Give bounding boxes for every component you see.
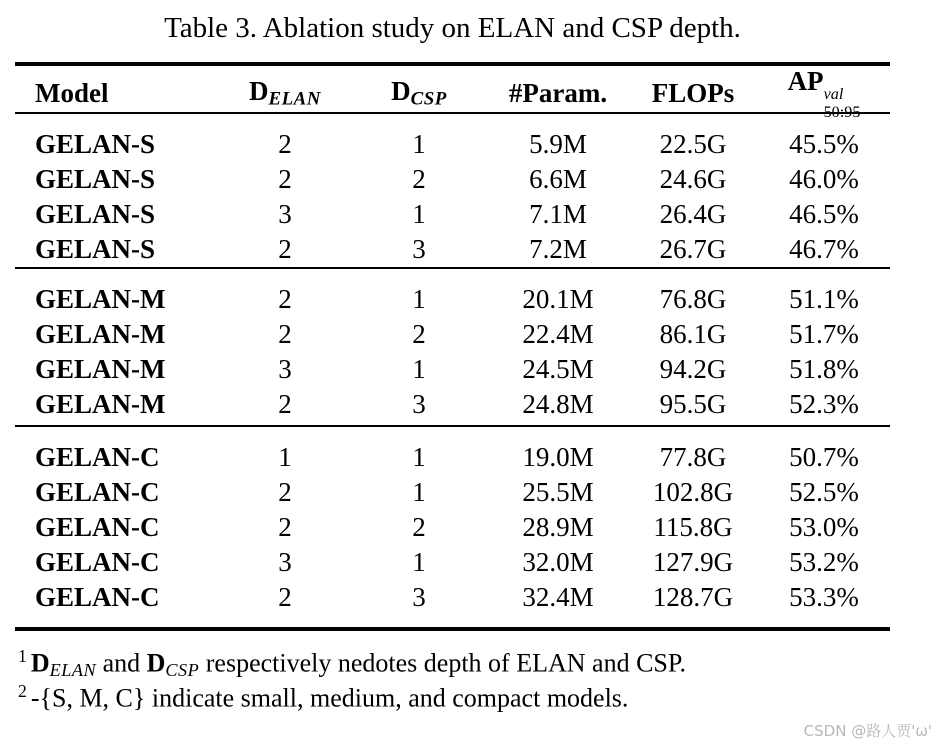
footnote-1-text: respectively nedotes depth of ELAN and CSP.: [205, 648, 686, 678]
bottom-rule: [15, 627, 890, 631]
cell-param: 7.2M: [529, 234, 587, 264]
d-elan-subscript: ELAN: [49, 660, 97, 681]
cell-d-csp: 1: [412, 284, 426, 314]
cell-param: 32.4M: [522, 582, 594, 612]
table-caption: Table 3. Ablation study on ELAN and CSP depth.: [164, 12, 741, 44]
cell-param: 25.5M: [522, 477, 594, 507]
ap-subscript: 50:95: [823, 103, 861, 122]
cell-flops: 128.7G: [652, 582, 734, 612]
cell-param: 20.1M: [522, 284, 594, 314]
ap-base: AP: [787, 66, 824, 96]
table-row: [15, 510, 890, 545]
cell-flops: 22.5G: [659, 129, 727, 159]
table-row: [15, 232, 890, 267]
cell-ap: 53.3%: [789, 582, 859, 612]
cell-d-elan: 2: [278, 234, 292, 264]
cell-d-elan: 2: [278, 582, 292, 612]
footnote-2: [18, 674, 946, 713]
cell-ap: 46.5%: [789, 199, 859, 229]
cell-ap: 52.5%: [789, 477, 859, 507]
cell-ap: 53.0%: [789, 512, 859, 542]
ap-superscript: val: [823, 84, 844, 103]
cell-ap: 45.5%: [789, 129, 859, 159]
cell-d-elan: 3: [278, 547, 292, 577]
cell-flops: 102.8G: [652, 477, 734, 507]
col-header-d-elan: [220, 76, 350, 111]
footnote-2-text: -{S, M, C} indicate small, medium, and compact models.: [30, 683, 629, 713]
cell-model: GELAN-M: [35, 389, 166, 419]
cell-flops: 26.7G: [659, 234, 727, 264]
cell-flops: 127.9G: [652, 547, 734, 577]
table-row: [15, 317, 890, 352]
ap-scripts: [824, 85, 861, 121]
table-row: [15, 197, 890, 232]
cell-flops: 76.8G: [659, 284, 727, 314]
cell-ap: 46.0%: [789, 164, 859, 194]
group-gelan-m: [15, 269, 890, 422]
d-csp-base: D: [146, 648, 166, 678]
cell-param: 24.8M: [522, 389, 594, 419]
cell-param: 24.5M: [522, 354, 594, 384]
cell-d-csp: 1: [412, 199, 426, 229]
d-csp-base: D: [391, 76, 411, 107]
cell-model: GELAN-C: [35, 477, 160, 507]
cell-flops: 115.8G: [653, 512, 733, 542]
cell-model: GELAN-S: [35, 129, 156, 159]
table-row: [15, 127, 890, 162]
cell-d-csp: 1: [412, 547, 426, 577]
cell-model: GELAN-C: [35, 442, 160, 472]
cell-ap: 52.3%: [789, 389, 859, 419]
cell-ap: 50.7%: [789, 442, 859, 472]
footnote-1: [18, 639, 946, 681]
table-row: [15, 352, 890, 387]
footnotes: [18, 639, 946, 713]
cell-model: GELAN-C: [35, 547, 160, 577]
cell-d-elan: 2: [278, 389, 292, 419]
cell-d-elan: 1: [278, 442, 292, 472]
header-row: [15, 66, 890, 122]
csdn-watermark: CSDN @路人贾'ω': [803, 722, 932, 740]
cell-d-csp: 1: [412, 442, 426, 472]
cell-d-elan: 2: [278, 512, 292, 542]
cell-d-csp: 2: [412, 164, 426, 194]
cell-ap: 51.7%: [789, 319, 859, 349]
col-header-flops: FLOPs: [651, 78, 735, 109]
d-elan-base: D: [30, 648, 50, 678]
group-gelan-c: [15, 427, 890, 615]
cell-d-csp: 3: [412, 389, 426, 419]
cell-model: GELAN-M: [35, 319, 166, 349]
cell-d-elan: 2: [278, 164, 292, 194]
cell-ap: 53.2%: [789, 547, 859, 577]
cell-flops: 24.6G: [659, 164, 727, 194]
cell-d-csp: 2: [412, 512, 426, 542]
cell-model: GELAN-S: [35, 199, 156, 229]
d-elan-subscript: ELAN: [268, 88, 321, 110]
table-row: [15, 282, 890, 317]
d-elan-base: D: [249, 76, 269, 107]
ablation-table: [15, 62, 890, 631]
cell-ap: 46.7%: [789, 234, 859, 264]
d-csp-subscript: CSP: [165, 660, 200, 681]
table-row: [15, 580, 890, 615]
cell-ap: 51.1%: [789, 284, 859, 314]
cell-d-elan: 2: [278, 284, 292, 314]
cell-model: GELAN-S: [35, 164, 156, 194]
cell-param: 28.9M: [522, 512, 594, 542]
cell-d-elan: 3: [278, 199, 292, 229]
cell-model: GELAN-S: [35, 234, 156, 264]
group-gelan-s: [15, 114, 890, 267]
table-row: [15, 440, 890, 475]
footnote-1-marker: 1: [18, 646, 27, 666]
cell-d-csp: 1: [412, 354, 426, 384]
cell-d-csp: 1: [412, 129, 426, 159]
cell-param: 19.0M: [522, 442, 594, 472]
table-row: [15, 162, 890, 197]
col-header-model: Model: [35, 78, 109, 109]
cell-d-elan: 3: [278, 354, 292, 384]
cell-flops: 94.2G: [659, 354, 727, 384]
cell-ap: 51.8%: [789, 354, 859, 384]
table-row: [15, 475, 890, 510]
cell-param: 22.4M: [522, 319, 594, 349]
cell-param: 6.6M: [529, 164, 587, 194]
table-row: [15, 387, 890, 422]
footnote-2-marker: 2: [18, 681, 27, 701]
col-header-param: #Param.: [508, 78, 608, 109]
cell-d-csp: 1: [412, 477, 426, 507]
cell-flops: 77.8G: [659, 442, 727, 472]
cell-d-elan: 2: [278, 319, 292, 349]
cell-model: GELAN-C: [35, 512, 160, 542]
cell-d-csp: 3: [412, 582, 426, 612]
cell-d-csp: 2: [412, 319, 426, 349]
cell-model: GELAN-C: [35, 582, 160, 612]
col-header-d-csp: [350, 76, 488, 111]
cell-d-elan: 2: [278, 129, 292, 159]
cell-flops: 26.4G: [659, 199, 727, 229]
cell-d-csp: 3: [412, 234, 426, 264]
cell-param: 7.1M: [529, 199, 587, 229]
cell-flops: 86.1G: [659, 319, 727, 349]
cell-param: 32.0M: [522, 547, 594, 577]
cell-model: GELAN-M: [35, 284, 166, 314]
table-row: [15, 545, 890, 580]
footnote-1-mid: and: [102, 648, 141, 678]
col-header-ap: [758, 66, 890, 121]
cell-d-elan: 2: [278, 477, 292, 507]
cell-model: GELAN-M: [35, 354, 166, 384]
cell-param: 5.9M: [529, 129, 587, 159]
d-csp-subscript: CSP: [410, 88, 447, 110]
cell-flops: 95.5G: [659, 389, 727, 419]
